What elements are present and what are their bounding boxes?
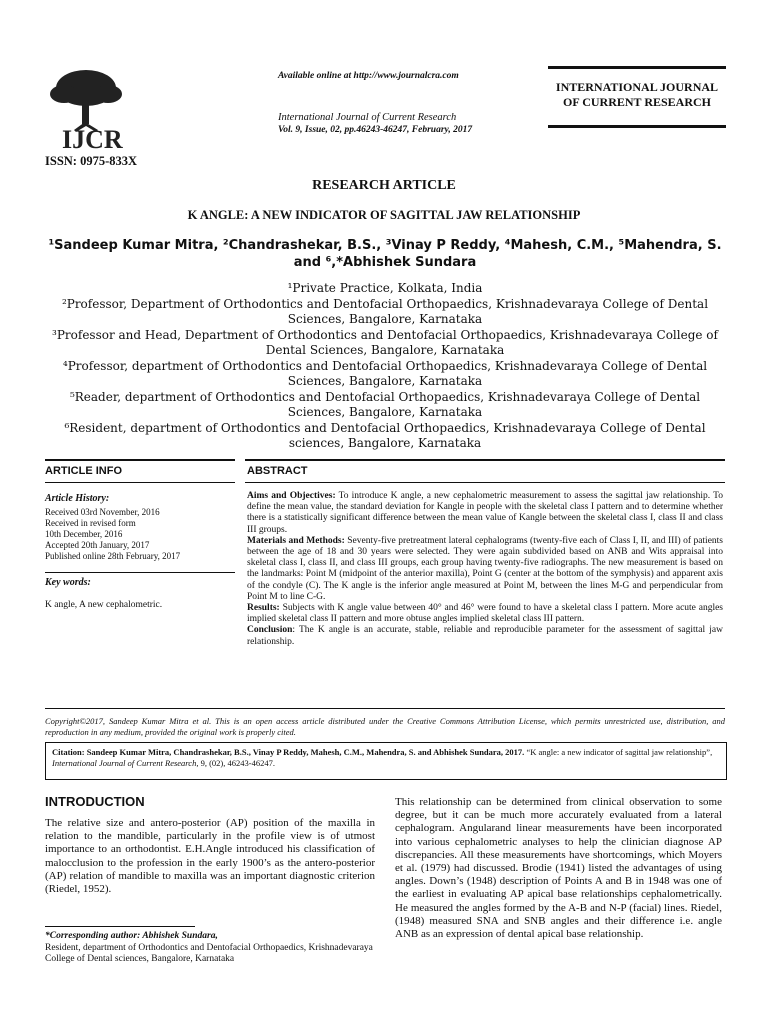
abstract-heading: ABSTRACT	[247, 465, 308, 477]
journal-logo	[40, 66, 132, 152]
history-label: Article History:	[45, 493, 110, 504]
introduction-heading: INTRODUCTION	[45, 794, 145, 809]
journal-name: International Journal of Current Research	[278, 112, 457, 123]
citation-quote: “K angle: a new indicator of sagittal jaw relationship”,	[524, 747, 713, 757]
aims-label: Aims and Objectives:	[247, 491, 336, 501]
issn: ISSN: 0975-833X	[45, 154, 138, 168]
abstract-body	[247, 491, 723, 648]
citation-label: Citation: Sandeep Kumar Mitra, Chandrashekar, B.S., Vinay P Reddy, Mahesh, C.M., Mahendra, S. and Abhishek Sundara, 2017.	[52, 747, 525, 757]
methods-label: Materials and Methods:	[247, 535, 345, 546]
affiliation-5: ⁵Reader, department of Orthodontics and Dentofacial Orthopaedics, Krishnadevaraya College of Dental Sciences, Bangalore, Karnataka	[69, 389, 701, 419]
article-history	[45, 507, 235, 562]
keywords-rule	[45, 572, 235, 573]
aims-text: To introduce K angle, a new cephalometric measurement to assess the sagittal jaw relationship. To define the mean value, the standard deviation for Kangle in people with the skeletal class I pattern and to determine whether there is a statistically significant difference between the mean value of Kangle between the skeletal class I, class II and class III groups.	[247, 491, 723, 535]
author-list: ¹Sandeep Kumar Mitra, ²Chandrashekar, B.S., ³Vinay P Reddy, ⁴Mahesh, C.M., ⁵Mahendra, S. and ⁶,*Abhishek Sundara	[48, 238, 722, 270]
history-item: Accepted 20th January, 2017	[45, 540, 150, 550]
info-rule	[45, 482, 235, 483]
affiliation-3: ³Professor and Head, Department of Orthodontics and Dentofacial Orthopaedics, Krishnadevaraya College of Dental Sciences, Bangalore, Karnataka	[52, 327, 718, 357]
copyright-notice: Copyright©2017, Sandeep Kumar Mitra et al. This is an open access article distributed under the Creative Commons Attribution License, which permits unrestricted use, distribution, and reproduction in any medium, provided the original work is properly cited.	[45, 716, 725, 737]
results-label: Results:	[247, 603, 280, 614]
journal-title: INTERNATIONAL JOURNAL OF CURRENT RESEARCH	[555, 80, 719, 109]
history-item: 10th December, 2016	[45, 529, 123, 539]
history-item: Received in revised form	[45, 518, 136, 528]
abstract-top-rule	[245, 459, 725, 461]
citation-text	[52, 747, 720, 769]
affiliations	[40, 281, 730, 452]
affiliation-2: ²Professor, Department of Orthodontics and Dentofacial Orthopaedics, Krishnadevaraya College of Dental Sciences, Bangalore, Karnataka	[61, 296, 709, 326]
corresponding-author	[45, 931, 375, 966]
section-divider	[45, 708, 725, 709]
intro-paragraph-1: The relative size and antero-posterior (AP) position of the maxilla in relation to the mandible, particularly in the profile view is of utmost importance to an orthodontist. E.H.Angle introduced his classification of malocclusion to the profession in the early 1900’s as the antero-posterior (AP) relation of mandible to maxilla was an important diagnostic criterion (Riedel, 1952).	[45, 817, 375, 896]
methods-text: Seventy-five pretreatment lateral cephalograms (twenty-five each of Class I, II, and III) of patients between the age of 18 and 30 years were selected. They were again subdivided based on ANB and Wits appraisal into skeletal class I, class II, and class III groups, each group having twenty-five radiographs. The new measurement is based on the landmarks: Point M (midpoint of the anterior maxilla), Point G (center at the bottom of the symphysis) and apparent axis of the condyle (C). The K angle is the inferior angle measured at Point M, between the lines M-G and perpendicular from Point M to line C-G.	[247, 535, 724, 602]
availability-line: Available online at http://www.journalcra.com	[278, 71, 459, 81]
citation-tail: , 9, (02), 46243-46247.	[196, 758, 275, 768]
affiliation-1: ¹Private Practice, Kolkata, India	[287, 281, 483, 295]
volume-line: Vol. 9, Issue, 02, pp.46243-46247, February, 2017	[278, 125, 473, 135]
article-title: K ANGLE: A NEW INDICATOR OF SAGITTAL JAW RELATIONSHIP	[187, 208, 581, 222]
history-item: Received 03rd November, 2016	[45, 507, 160, 517]
keywords-label: Key words:	[45, 577, 91, 588]
conclusion-label: Conclusion	[247, 625, 293, 636]
affiliation-6: ⁶Resident, department of Orthodontics and Dentofacial Orthopaedics, Krishnadevaraya College of Dental sciences, Bangalore, Karnataka	[64, 420, 706, 450]
intro-paragraph-2: This relationship can be determined from clinical observation to some degree, but it can be much more accurately evaluated from a lateral cephalogram. Angularand linear measurements have been incorporated into various cephalometric analyses to help the clinician diagnose AP discrepancies. All these measurements have shortcomings, which Moyers et al. (1979) had discussed. Brodie (1941) listed the advantages of using angles. Down’s (1948) description of Points A and B in 1948 was one of the earliest in evaluating AP apical base relationships cephalometrically. He measured the angles formed by the A-B and N-P (facial) lines. Riedel, (1948) measured SNA and SNB angles and their difference i.e. angle ANB as an expression of dental apical base relationship.	[395, 796, 722, 941]
corresponding-label: *Corresponding author: Abhishek Sundara,	[45, 931, 218, 941]
info-top-rule	[45, 459, 235, 461]
conclusion-text: : The K angle is an accurate, stable, reliable and reproducible parameter for the assessment of sagittal jaw relationship.	[247, 625, 723, 647]
results-text: Subjects with K angle value between 40° and 46° were found to have a skeletal class I pattern. More acute angles implied skeletal class II pattern and more obtuse angles implied skeletal class III pattern.	[247, 603, 724, 625]
corresponding-text: Resident, department of Orthodontics and Dentofacial Orthopaedics, Krishnadevaraya College of Dental sciences, Bangalore, Karnataka	[45, 942, 373, 964]
logo-letters: IJCR	[62, 125, 123, 152]
keywords: K angle, A new cephalometric.	[45, 600, 163, 610]
affiliation-4: ⁴Professor, department of Orthodontics and Dentofacial Orthopaedics, Krishnadevaraya College of Dental Sciences, Bangalore, Karnataka	[62, 358, 708, 388]
article-type: RESEARCH ARTICLE	[312, 178, 456, 193]
abstract-rule	[245, 482, 725, 483]
history-item: Published online 28th February, 2017	[45, 551, 181, 561]
tree-logo-icon	[40, 66, 132, 152]
article-info-heading: ARTICLE INFO	[45, 465, 122, 477]
footnote-rule	[45, 926, 195, 927]
citation-journal: International Journal of Current Research	[52, 758, 197, 768]
